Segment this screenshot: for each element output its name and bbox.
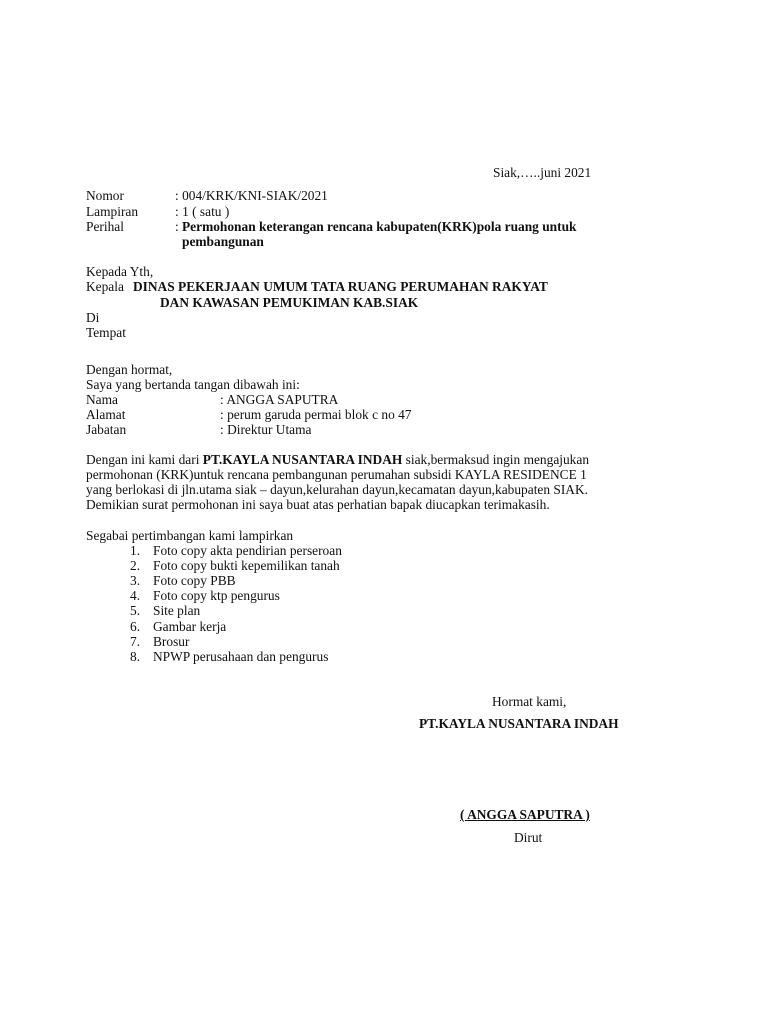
- paragraph-prefix: Dengan ini kami dari: [86, 452, 200, 467]
- list-item: NPWP perusahaan dan pengurus: [153, 649, 329, 664]
- list-num: 5.: [130, 603, 141, 618]
- tempat-label: Tempat: [86, 325, 126, 340]
- closing-greeting: Hormat kami,: [492, 694, 567, 709]
- signer-name: ( ANGGA SAPUTRA ): [460, 807, 590, 822]
- intro-line: Saya yang bertanda tangan dibawah ini:: [86, 377, 300, 392]
- signer-title: Dirut: [514, 830, 543, 845]
- perihal-line-2: pembangunan: [182, 234, 264, 249]
- paragraph-line-4: Demikian surat permohonan ini saya buat atas perhatian bapak diucapkan terimakasih.: [86, 497, 550, 512]
- list-num: 7.: [130, 634, 141, 649]
- nomor-label: Nomor: [86, 188, 124, 203]
- kepada-yth: Kepada Yth,: [86, 264, 154, 279]
- alamat-value: : perum garuda permai blok c no 47: [220, 407, 412, 422]
- lampiran-label: Lampiran: [86, 204, 139, 219]
- paragraph-line-1: [86, 452, 589, 467]
- list-num: 2.: [130, 558, 141, 573]
- list-num: 1.: [130, 543, 141, 558]
- jabatan-value: : Direktur Utama: [220, 422, 312, 437]
- jabatan-label: Jabatan: [86, 422, 127, 437]
- perihal-colon: :: [175, 219, 179, 234]
- nomor-value: : 004/KRK/KNI-SIAK/2021: [175, 188, 328, 203]
- lampiran-value: : 1 ( satu ): [175, 204, 230, 219]
- paragraph-line-3: yang berlokasi di jln.utama siak – dayun,kelurahan dayun,kecamatan dayun,kabupaten SIAK.: [86, 482, 588, 497]
- paragraph-rest: siak,bermaksud ingin mengajukan: [405, 452, 590, 467]
- letter-date: Siak,…..juni 2021: [493, 165, 592, 180]
- closing-company: PT.KAYLA NUSANTARA INDAH: [419, 716, 619, 731]
- list-intro: Segabai pertimbangan kami lampirkan: [86, 528, 294, 543]
- list-item: Foto copy ktp pengurus: [153, 588, 280, 603]
- paragraph-line-2: permohonan (KRK)untuk rencana pembangunan perumahan subsidi KAYLA RESIDENCE 1: [86, 467, 587, 482]
- list-item: Foto copy akta pendirian perseroan: [153, 543, 342, 558]
- list-num: 8.: [130, 649, 141, 664]
- salutation: Dengan hormat,: [86, 362, 173, 377]
- list-item: Foto copy PBB: [153, 573, 236, 588]
- list-num: 6.: [130, 619, 141, 634]
- nama-label: Nama: [86, 392, 118, 407]
- di-label: Di: [86, 310, 100, 325]
- paragraph-company: PT.KAYLA NUSANTARA INDAH: [202, 452, 403, 467]
- list-item: Brosur: [153, 634, 190, 649]
- list-item: Foto copy bukti kepemilikan tanah: [153, 558, 340, 573]
- dinas-line-2: DAN KAWASAN PEMUKIMAN KAB.SIAK: [160, 295, 419, 310]
- list-item: Gambar kerja: [153, 619, 227, 634]
- nama-value: : ANGGA SAPUTRA: [220, 392, 339, 407]
- list-item: Site plan: [153, 603, 201, 618]
- kepala-prefix: Kepala: [86, 279, 124, 294]
- list-num: 4.: [130, 588, 141, 603]
- list-num: 3.: [130, 573, 141, 588]
- alamat-label: Alamat: [86, 407, 126, 422]
- perihal-line-1: Permohonan keterangan rencana kabupaten(KRK)pola ruang untuk: [182, 219, 577, 234]
- dinas-line-1: DINAS PEKERJAAN UMUM TATA RUANG PERUMAHAN RAKYAT: [133, 279, 548, 294]
- perihal-label: Perihal: [86, 219, 124, 234]
